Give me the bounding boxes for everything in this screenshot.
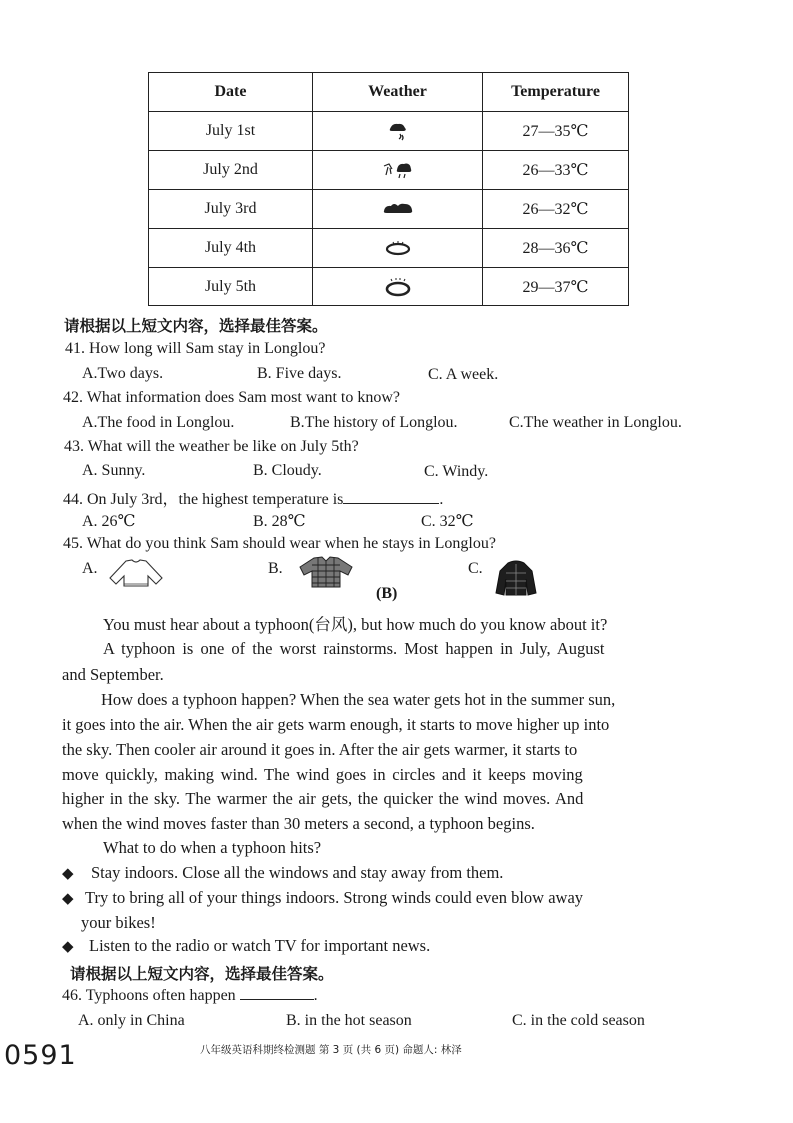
q42-option-b: B.The history of Longlou.	[290, 414, 458, 431]
paragraph-line: A typhoon is one of the worst rainstorms. Most happen in July, August	[103, 639, 605, 658]
paragraph-line: What to do when a typhoon hits?	[103, 838, 322, 857]
sunny-to-cloudy-icon	[385, 118, 411, 144]
q46-option-c: C. in the cold season	[512, 1012, 645, 1029]
jacket-icon	[494, 559, 538, 597]
header-temperature: Temperature	[482, 73, 628, 111]
bullet-text: Stay indoors. Close all the windows and stay away from them.	[91, 863, 504, 882]
rain-and-cloud-icon	[381, 158, 415, 182]
diamond-bullet-icon: ◆	[62, 939, 74, 955]
paragraph-line: You must hear about a typhoon(台风), but how much do you know about it?	[103, 615, 608, 634]
temperature-cell: 27—35℃	[482, 112, 628, 150]
weather-cell	[312, 112, 482, 150]
bullet-text: your bikes!	[81, 913, 156, 932]
answer-blank	[240, 999, 314, 1000]
instruction-text: 请根据以上短文内容，选择最佳答案。	[70, 965, 334, 983]
question-42: 42. What information does Sam most want to know?	[63, 389, 400, 406]
temperature-cell: 26—33℃	[482, 151, 628, 189]
instruction-text: 请根据以上短文内容，选择最佳答案。	[64, 317, 328, 335]
paragraph-line: How does a typhoon happen? When the sea water gets hot in the summer sun,	[101, 690, 616, 709]
table-row	[149, 228, 628, 267]
question-45: 45. What do you think Sam should wear when he stays in Longlou?	[63, 535, 496, 552]
header-date: Date	[214, 83, 247, 100]
q45-option-c: C.	[468, 560, 483, 577]
q44-option-a: A. 26℃	[82, 513, 136, 530]
paragraph-line: and September.	[62, 665, 164, 684]
date-cell: July 4th	[204, 239, 257, 256]
q46-option-b: B. in the hot season	[286, 1012, 412, 1029]
q44-option-c: C. 32℃	[421, 513, 474, 530]
q43-option-b: B. Cloudy.	[253, 462, 322, 479]
sweater-icon	[106, 558, 166, 588]
temperature-cell: 28—36℃	[482, 229, 628, 267]
date-cell: July 1st	[205, 122, 256, 139]
diamond-bullet-icon: ◆	[62, 866, 74, 882]
paragraph-line: move quickly, making wind. The wind goes in circles and it keeps moving	[62, 765, 583, 784]
q43-option-c: C. Windy.	[424, 463, 489, 480]
bullet-text: Listen to the radio or watch TV for important news.	[89, 936, 431, 955]
paragraph-line: the sky. Then cooler air around it goes in. After the air gets warmer, it starts to	[62, 740, 578, 759]
weather-cell	[312, 268, 482, 305]
paragraph-line: it goes into the air. When the air gets warm enough, it starts to move higher up into	[62, 715, 610, 734]
weather-cell	[312, 229, 482, 267]
table-row	[149, 267, 628, 305]
diamond-bullet-icon: ◆	[62, 891, 74, 907]
sun-icon	[383, 275, 413, 299]
question-41: 41. How long will Sam stay in Longlou?	[65, 340, 326, 357]
q42-option-c: C.The weather in Longlou.	[509, 414, 682, 431]
question-44: 44. On July 3rd，the highest temperature is .	[63, 491, 444, 508]
question-46: 46. Typhoons often happen .	[62, 987, 318, 1004]
answer-blank	[343, 503, 439, 504]
question-43: 43. What will the weather be like on July 5th?	[64, 438, 359, 455]
q42-option-a: A.The food in Longlou.	[82, 414, 235, 431]
temperature-cell: 26—32℃	[482, 190, 628, 228]
paragraph-line: when the wind moves faster than 30 meters a second, a typhoon begins.	[62, 814, 535, 833]
question-44-text: 44. On July 3rd，the highest temperature is	[63, 491, 344, 508]
section-heading: (B)	[376, 585, 398, 602]
sun-icon	[383, 238, 413, 258]
date-cell: July 2nd	[203, 161, 258, 178]
weather-cell	[312, 190, 482, 228]
q46-option-a: A. only in China	[78, 1012, 185, 1029]
table-row	[149, 189, 628, 228]
page-footer: 八年级英语科期终检测题 第 3 页 (共 6 页) 命题人: 林泽	[200, 1044, 462, 1056]
weather-cell	[312, 151, 482, 189]
date-cell: July 5th	[204, 277, 257, 295]
shirt-icon	[296, 555, 356, 589]
q44-option-b: B. 28℃	[253, 513, 306, 530]
header-weather: Weather	[312, 73, 482, 111]
date-cell: July 3rd	[204, 200, 257, 217]
q41-option-a: A.Two days.	[82, 365, 164, 382]
q43-option-a: A. Sunny.	[82, 462, 146, 479]
cloudy-icon	[382, 199, 414, 219]
q45-option-a: A.	[82, 560, 98, 577]
q41-option-c: C. A week.	[428, 366, 499, 383]
q45-option-b: B.	[268, 560, 283, 577]
weather-table	[148, 72, 629, 306]
table-header-row	[149, 73, 628, 111]
table-row	[149, 111, 628, 150]
bullet-text: Try to bring all of your things indoors. Strong winds could even blow away	[85, 888, 584, 907]
temperature-cell: 29—37℃	[482, 268, 628, 305]
paragraph-line: higher in the sky. The warmer the air gets, the quicker the wind moves. And	[62, 789, 584, 808]
margin-page-number: 0591	[4, 1040, 77, 1071]
q41-option-b: B. Five days.	[257, 365, 342, 382]
table-row	[149, 150, 628, 189]
question-46-text: 46. Typhoons often happen	[62, 987, 236, 1004]
